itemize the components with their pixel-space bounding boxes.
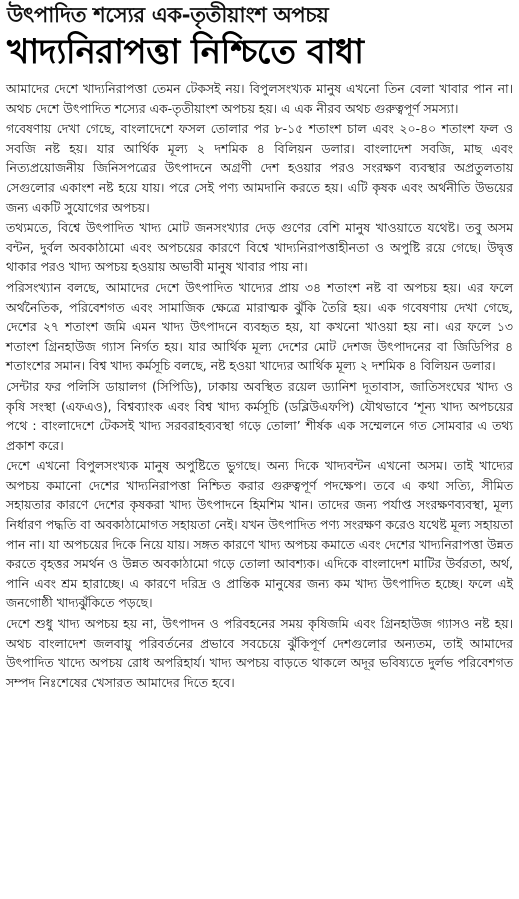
article-body — [6, 79, 513, 692]
article-paragraph-5: সেন্টার ফর পলিসি ডায়ালগ (সিপিডি), ঢাকায় অবস্থিত রয়েল ড্যানিশ দূতাবাস, জাতিসংঘের খাদ্য ও কৃষি সংস্থা (এফএও), বিশ্বব্যাংক এবং বিশ্ব খাদ্য কর্মসূচি (ডব্লিউএফপি) যৌথভাবে ‘শূন্য খাদ্য অপচয়ের পথে : বাংলাদেশে টেকসই খাদ্য সরবরাহব্যবস্থা গড়ে তোলা’ শীর্ষক এক সম্মেলনে গত সোমবার এ তথ্য প্রকাশ করে। — [6, 378, 513, 453]
article-paragraph-6: দেশে এখনো বিপুলসংখ্যক মানুষ অপুষ্টিতে ভুগছে। অন্য দিকে খাদ্যবন্টন এখনো অসম। তাই খাদ্যের অপচয় কমানো দেশের খাদ্যনিরাপত্তা নিশ্চিত করার গুরুত্বপূর্ণ পদক্ষেপ। তবে এ কথা সত্যি, সীমিত সহায়তার কারণে দেশের কৃষকরা খাদ্য উৎপাদনে হিমশিম খান। তাদের জন্য পর্যাপ্ত সংরক্ষণব্যবস্থা, মূল্য নির্ধারণ পদ্ধতি বা অবকাঠামোগত সহায়তা নেই। যখন উৎপাদিত পণ্য সংরক্ষণ করেও যথেষ্ট মূল্য সহায়তা পান না। যা অপচয়ের দিকে নিয়ে যায়। সঙ্গত কারণে খাদ্য অপচয় কমাতে এবং দেশের খাদ্যনিরাপত্তা উন্নত করতে বৃহত্তর সমর্থন ও উন্নত অবকাঠামো গড়ে তোলা আবশ্যক। এদিকে বাংলাদেশ মাটির উর্বরতা, অর্থ, পানি এবং শ্রম হারাচ্ছে। এ কারণে দরিদ্র ও প্রান্তিক মানুষের জন্য কম খাদ্য উৎপাদিত হচ্ছে। ফলে এই জনগোষ্ঠী খাদ্যঝুঁকিতে পড়ছে। — [6, 458, 513, 611]
article-headline: খাদ্যনিরাপত্তা নিশ্চিতে বাধা — [7, 32, 364, 72]
article-kicker: উৎপাদিত শস্যের এক-তৃতীয়াংশ অপচয় — [7, 3, 329, 27]
article-paragraph-7: দেশে শুধু খাদ্য অপচয় হয় না, উৎপাদন ও পরিবহনের সময় কৃষিজমি এবং গ্রিনহাউজ গ্যাসও নষ্ট হয়। অথচ বাংলাদেশ জলবায়ু পরিবর্তনের প্রভাবে সবচেয়ে ঝুঁকিপূর্ণ দেশগুলোর অন্যতম, তাই আমাদের উৎপাদিত খাদ্যে অপচয় রোধ অপরিহার্য। খাদ্য অপচয় বাড়তে থাকলে অদূর ভবিষ্যতে দুর্লভ পরিবেশগত সম্পদ নিঃশেষের খেসারত আমাদের দিতে হবে। — [6, 616, 513, 690]
article-paragraph-3: তথ্যমতে, বিশ্বে উৎপাদিত খাদ্য মোট জনসংখ্যার দেড় গুণের বেশি মানুষ খাওয়াতে যথেষ্ট। তবু অসম বন্টন, দুর্বল অবকাঠামো এবং অপচয়ের কারণে বিশ্বে খাদ্যনিরাপত্তাহীনতা ও অপুষ্টি রয়ে গেছে। উদ্বৃত্ত থাকার পরও খাদ্য অপচয় হওয়ায় অভাবী মানুষ খাবার পায় না। — [6, 220, 513, 275]
article-paragraph-4: পরিসংখ্যান বলছে, আমাদের দেশে উৎপাদিত খাদ্যের প্রায় ৩৪ শতাংশ নষ্ট বা অপচয় হয়। এর ফলে অর্থনৈতিক, পরিবেশগত এবং সামাজিক ক্ষেত্রে মারাত্মক ঝুঁকি তৈরি হয়। এক গবেষণায় দেখা গেছে, দেশের ২৭ শতাংশ জমি এমন খাদ্য উৎপাদনে ব্যবহৃত হয়, যা কখনো খাওয়া হয় না। এর ফলে ১৩ শতাংশ গ্রিনহাউজ গ্যাস নির্গত হয়। যার আর্থিক মূল্য দেশের মোট দেশজ উৎপাদনের বা জিডিপির ৪ শতাংশের সমান। বিশ্ব খাদ্য কর্মসূচি বলছে, নষ্ট হওয়া খাদ্যের আর্থিক মূল্য ২ দশমিক ৪ বিলিয়ন ডলার। — [6, 279, 513, 374]
article-paragraph-2: গবেষণায় দেখা গেছে, বাংলাদেশে ফসল তোলার পর ৮-১৫ শতাংশ চাল এবং ২০-৪০ শতাংশ ফল ও সবজি নষ্ট হয়। যার আর্থিক মূল্য ২ দশমিক ৪ বিলিয়ন ডলার। বাংলাদেশ সবজি, মাছ এবং নিত্যপ্রয়োজনীয় জিনিসপত্রের উৎপাদনে অগ্রণী দেশ হওয়ার পরও সংরক্ষণ ব্যবস্থার অপ্রতুলতায় সেগুলোর একাংশ নষ্ট হয়ে যায়। পরে সেই পণ্য আমদানি করতে হয়। এটি কৃষক এবং অর্থনীতি উভয়ের জন্য একটি সুযোগের অপচয়। — [6, 121, 513, 215]
article-paragraph-1: আমাদের দেশে খাদ্যনিরাপত্তা তেমন টেকসই নয়। বিপুলসংখ্যক মানুষ এখনো তিন বেলা খাবার পান না। অথচ দেশে উৎপাদিত শস্যের এক-তৃতীয়াংশ অপচয় হয়। এ এক নীরব অথচ গুরুত্বপূর্ণ সমস্যা। — [6, 81, 513, 116]
